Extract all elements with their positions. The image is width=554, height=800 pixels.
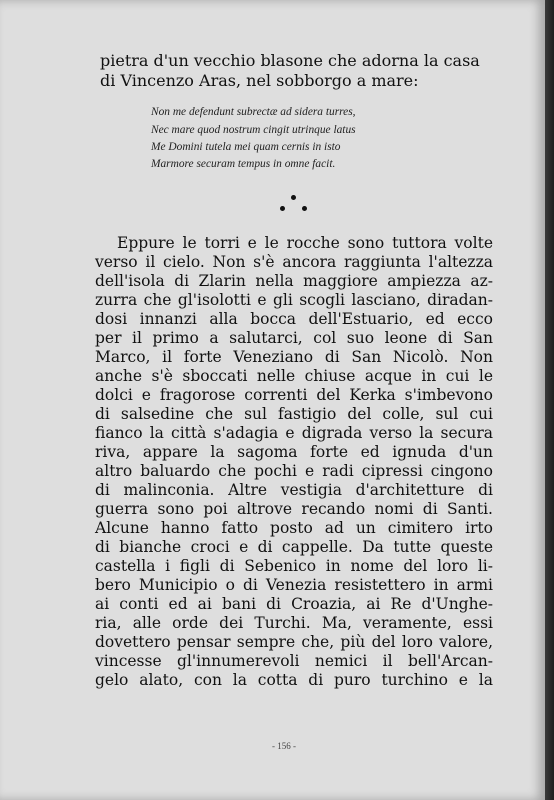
asterism-dot-right <box>302 206 307 211</box>
binding-edge <box>545 0 554 800</box>
body-line-19: bero Municipio o di Venezia resistettero in armi <box>95 576 493 594</box>
body-line-9: dolci e fragorose correnti del Kerka s'imbevono <box>95 386 493 404</box>
body-line-10: di salsedine che sul fastigio del colle, sul cui <box>95 405 493 423</box>
body-line-23: vincesse gl'innumerevoli nemici il bell'Arcan- <box>95 652 493 670</box>
body-line-21: ria, alle orde dei Turchi. Ma, veramente, essi <box>95 614 493 632</box>
body-line-13: altro baluardo che pochi e radi cipressi cingono <box>95 462 493 480</box>
body-line-14: di malinconia. Altre vestigia d'architetture di <box>95 481 493 499</box>
body-line-15: guerra sono poi altrove recando nomi di Santi. <box>95 500 493 518</box>
page-number: - 156 - <box>272 741 296 751</box>
body-line-24: gelo alato, con la cotta di puro turchino e la <box>95 671 493 689</box>
body-line-2: verso il cielo. Non s'è ancora raggiunta l'altezza <box>95 253 493 271</box>
body-line-7: Marco, il forte Veneziano di San Nicolò. Non <box>95 348 493 366</box>
epigraph-line-2: Nec mare quod nostrum cingit utrinque latus <box>151 124 356 136</box>
body-line-5: dosi innanzi alla bocca dell'Estuario, ed ecco <box>95 310 493 328</box>
body-line-6: per il primo a salutarci, col suo leone di San <box>95 329 493 347</box>
section-asterism <box>276 190 316 216</box>
body-line-16: Alcune hanno fatto posto ad un cimitero irto <box>95 519 493 537</box>
body-line-20: ai conti ed ai bani di Croazia, ai Re d'Unghe- <box>95 595 493 613</box>
epigraph-line-4: Marmore securam tempus in omne facit. <box>151 158 336 170</box>
body-line-12: riva, appare la sagoma forte ed ignuda d'un <box>95 443 493 461</box>
asterism-dot-top <box>291 195 296 200</box>
intro-line-1: pietra d'un vecchio blasone che adorna la casa <box>100 51 480 70</box>
body-line-22: dovettero pensar sempre che, più del loro valore, <box>95 633 493 651</box>
body-line-11: fianco la città s'adagia e digrada verso la secura <box>95 424 493 442</box>
asterism-dot-left <box>280 206 285 211</box>
epigraph-line-1: Non me defendunt subrectæ ad sidera turres, <box>151 106 356 118</box>
intro-line-2: di Vincenzo Aras, nel sobborgo a mare: <box>100 71 419 90</box>
body-line-18: castella i figli di Sebenico in nome del loro li- <box>95 557 493 575</box>
body-line-3: dell'isola di Zlarin nella maggiore ampiezza az- <box>95 272 493 290</box>
body-line-4: zurra che gl'isolotti e gli scogli lasciano, diradan- <box>95 291 493 309</box>
body-line-8: anche s'è sboccati nelle chiuse acque in cui le <box>95 367 493 385</box>
epigraph-line-3: Me Domini tutela mei quam cernis in isto <box>151 141 341 153</box>
body-line-1: Eppure le torri e le rocche sono tuttora volte <box>117 234 493 252</box>
body-line-17: di bianche croci e di cappelle. Da tutte queste <box>95 538 493 556</box>
